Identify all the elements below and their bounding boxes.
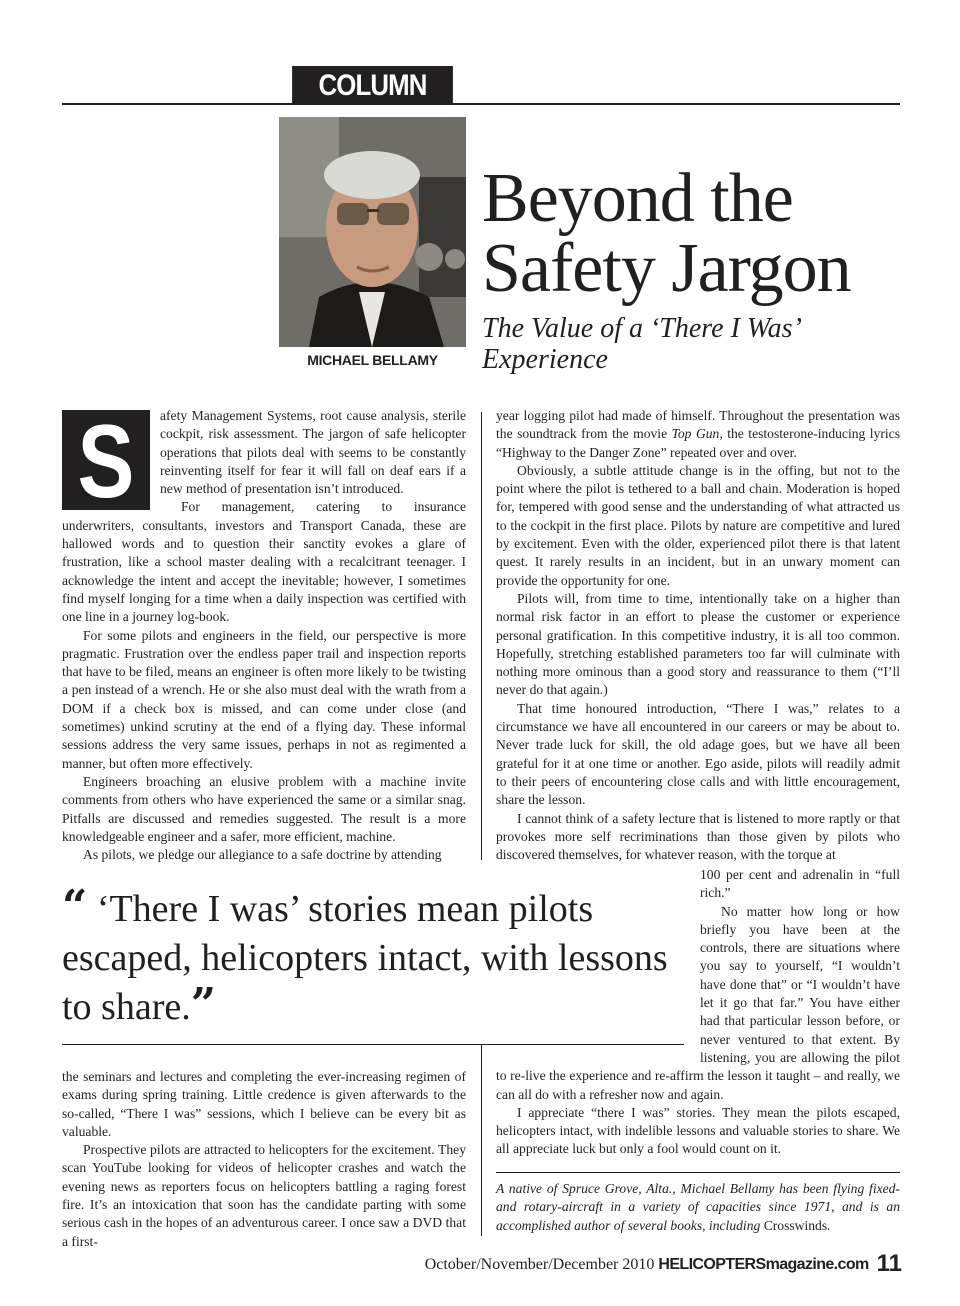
body-paragraph: the seminars and lectures and completing the ever-increasing regimen of exams during spring training. Little credence is given afterwards to the so-called, “There I was” sessions, which I believe can be every bit as valuable. [62,1069,466,1139]
body-paragraph: I appreciate “there I was” stories. They mean the pilots escaped, helicopters intact, with indelible lessons and valuable stories to share. We all appreciate luck but only a fool would count on it. [496,1104,900,1157]
body-paragraph: Prospective pilots are attracted to helicopters for the excitement. They scan YouTube looking for videos of helicopter crashes and watch the evening news as reporters focus on helicopters battling a raging forest fire. It’s an intoxication that soon has the candidate parting with some serious cash in the hopes of an adventurous career. I once saw a DVD that a first- [62,1142,466,1249]
author-photo [279,117,466,347]
header-rule [62,103,900,105]
open-quote-mark: “ [62,881,88,932]
movie-title: Top Gun, [671,426,723,442]
body-column-bottom-right [496,866,900,1159]
column-divider [481,412,482,860]
author-name: MICHAEL BELLAMY [307,352,438,368]
body-paragraph: I cannot think of a safety lecture that is listened to more raptly or that provokes more self recriminations than those given by pilots who discovered themselves, for whatever reason, with the torque at [496,810,900,863]
drop-cap: S [62,410,150,510]
body-paragraph: That time honoured introduction, “There I was,” relates to a circumstance we have all encountered in our careers or may be about to. Never trade luck for skill, the old adage goes, but we have all been grateful for it at one time or another. Ego aside, pilots will readily admit to their peers of encountering close calls and with little encouragement, share the lesson. [496,700,900,808]
author-bio: A native of Spruce Grove, Alta., Michael Bellamy has been flying fixed- and rotary-aircraft in a variety of capacities since 1971, and is an accomplished author of several books, including Crosswinds. [496,1181,900,1233]
book-title: Crosswinds [763,1217,828,1233]
page-number: 11 [876,1250,902,1277]
body-column-top-left [62,407,466,864]
pull-quote: “ ‘There I was’ stories mean pilots escaped, helicopters intact, with lessons to share.” [62,881,668,1030]
body-paragraph: Obviously, a subtle attitude change is in the offing, but not to the point where the pilot is tethered to a ball and chain. Moderation is hoped for, tempered with good sense and the understanding of what attracted us to the cockpit in the first place. Pilots by nature are competitive and lured by excitement. Even with the older, experienced pilot there is that latent quest. It rarely results in an incident, but in an unwary moment can provide the opportunity for one. [496,462,900,588]
bio-rule [496,1172,900,1173]
body-paragraph: For some pilots and engineers in the field, our perspective is more pragmatic. Frustration over the endless paper trail and inspection reports that have to be filed, means an engineer is often more likely to be twisting a pen instead of a wrench. He or she also must deal with the wrath from a DOM if a check box is missed, and can come under close (and sometimes) unkind scrutiny at the end of a flying day. These informal sessions address the very same issues, perhaps in not as regimented a manner, but often more effectively. [62,627,466,771]
magazine-site: HELICOPTERSmagazine.com [658,1256,869,1273]
issue-date: October/November/December 2010 [424,1256,655,1273]
body-paragraph: No matter how long or how briefly you have been at the controls, there are situations where you say to yourself, “I wouldn’t have done that” or “I wouldn’t have let it go that far.” You have either had that particular lesson before, or never ventured to that extent. By listening, you are allowing the pilot to re-live the experience and re-affirm the lesson it taught – and really, we can all do with a refresher now and again. [496,903,900,1102]
body-paragraph: Pilots will, from time to time, intentionally take on a higher than normal risk factor in an effort to please the customer or experience personal gratification. In this competitive industry, it is all too common. Hopefully, stretching established parameters too far will culminate with nothing more ominous than a good story and reassurance to them (“I’ll never do that again.) [496,590,900,698]
close-quote-mark: ” [190,979,217,1030]
body-column-top-right [496,407,900,864]
body-paragraph: afety Management Systems, root cause analysis, sterile cockpit, risk assessment. The jargon of safe helicopter operations that pilots deal with seems to be constantly reinventing itself for fear it will fall on deaf ears if a new method of presentation isn’t introduced. [160,408,466,497]
body-paragraph: 100 per cent and adrenalin in “full rich.” [700,867,900,901]
body-paragraph: year logging pilot had made of himself. Throughout the presentation was the soundtrack from the movie Top Gun, the testosterone-inducing lyrics “Highway to the Danger Zone” repeated over and over. [496,408,900,460]
body-column-bottom-left [62,1068,466,1251]
body-paragraph: Engineers broaching an elusive problem with a machine invite comments from others who have experienced the same or a similar snag. Pitfalls are discussed and remedies suggested. The result is a more knowledgeable engineer and a safer, more efficient, machine. [62,773,466,844]
section-label: COLUMN [292,66,453,104]
page-footer [425,1251,902,1278]
article-subtitle: The Value of a ‘There I Was’ Experience [482,313,799,375]
article-title: Beyond the Safety Jargon [482,160,851,307]
body-paragraph: For management, catering to insurance underwriters, consultants, investors and Transport Canada, these are hallowed words and to question their sanctity evokes a glare of frustration, like a school master dealing with a recalcitrant teenager. I acknowledge the intent and accept the inevitable; however, I sometimes find myself longing for a time when a daily inspection was certified with one line in a journey log-book. [62,499,466,625]
body-paragraph: As pilots, we pledge our allegiance to a safe doctrine by attending [83,847,442,863]
column-divider [481,1044,482,1236]
